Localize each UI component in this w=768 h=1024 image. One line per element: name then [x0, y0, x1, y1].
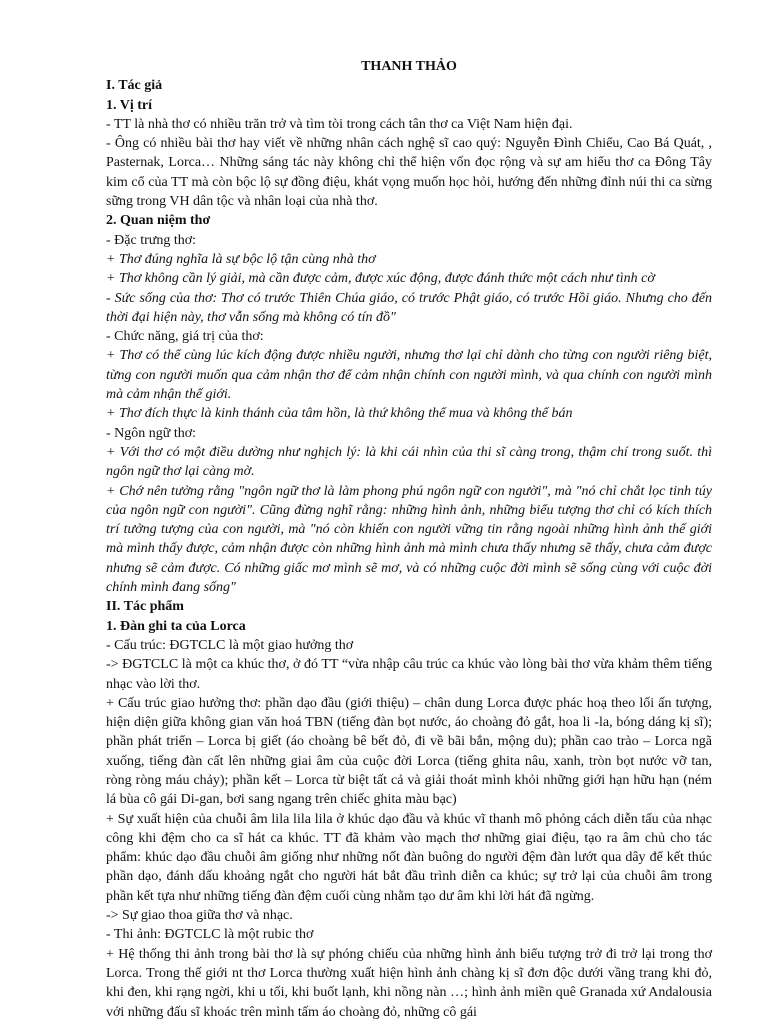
paragraph: - TT là nhà thơ có nhiều trăn trở và tìm tòi trong cách tân thơ ca Việt Nam hiện đại. — [106, 116, 573, 132]
paragraph: -> ĐGTCLC là một ca khúc thơ, ở đó TT “vừa nhập câu trúc ca khúc vào lòng bài thơ vừa khảm thêm tiếng nhạc vào lời thơ. — [106, 657, 712, 692]
paragraph: - Ngôn ngữ thơ: — [106, 425, 197, 441]
section-heading: I. Tác giả — [106, 78, 163, 94]
paragraph: + Với thơ có một điều dường như nghịch lý: là khi cái nhìn của thi sĩ càng trong, thậm chí trong suốt. thì ngôn ngữ thơ lại càng mờ. — [106, 444, 712, 480]
section-heading: II. Tác phẩm — [106, 599, 184, 615]
paragraph: + Thơ không cần lý giải, mà cần được cảm, được xúc động, được đánh thức một cách như tình cờ — [106, 271, 655, 287]
paragraph: - Chức năng, giá trị của thơ: — [106, 329, 264, 345]
paragraph: - Sức sống của thơ: Thơ có trước Thiên Chúa giáo, có trước Phật giáo, có trước Hồi giáo. Nhưng cho đến thời đại hiện này, thơ vẫn sống mà không có tín đồ" — [106, 290, 712, 325]
paragraph: -> Sự giao thoa giữa thơ và nhạc. — [106, 908, 293, 924]
paragraph: + Sự xuất hiện của chuỗi âm lila lila lila ở khúc dạo đầu và khúc vĩ thanh mô phỏng cách diễn tấu của nhạc công khi đệm cho ca sĩ hát ca khúc. TT đã khảm vào mạch thơ những giai điệu, tạo ra âm chủ cho tác phẩm: khúc dạo đầu chuỗi âm giống như những nốt đàn buông do người đệm đàn lướt qua dây để kết thúc phần dạo, đánh dấu khoảng ngắt cho người hát bắt đầu trình diễn ca khúc; sự trở lại của chuỗi âm trong phần kết tựa như những tiếng đàn đệm cuối cùng nhằm tạo dư âm khi lời hát đã ngừng. — [106, 811, 712, 904]
paragraph: + Thơ đúng nghĩa là sự bộc lộ tận cùng nhà thơ — [106, 251, 376, 267]
paragraph: - Thi ảnh: ĐGTCLC là một rubic thơ — [106, 927, 314, 943]
paragraph: + Thơ đích thực là kinh thánh của tâm hồn, là thứ không thể mua và không thể bán — [106, 406, 573, 422]
paragraph: - Đặc trưng thơ: — [106, 232, 197, 248]
paragraph: - Cấu trúc: ĐGTCLC là một giao hưởng thơ — [106, 637, 354, 653]
section-heading: 1. Đàn ghi ta của Lorca — [106, 618, 246, 634]
section-heading: 2. Quan niệm thơ — [106, 213, 211, 229]
paragraph: + Thơ có thể cùng lúc kích động được nhiều người, nhưng thơ lại chỉ dành cho từng con người riêng biệt, từng con người muốn qua cảm nhận thơ để cảm nhận chính con người mình, và qua chính con người mình mà cảm nhận thế giới. — [106, 348, 712, 403]
paragraph: + Hệ thống thi ảnh trong bài thơ là sự phóng chiếu của những hình ảnh biểu tượng trở đi trở lại trong thơ Lorca. Trong thế giới nt thơ Lorca thường xuất hiện hình ảnh chàng kị sĩ đơn độc dưới vầng trang khi đỏ, khi đen, khi rạng ngời, khi u tối, khi buốt lạnh, khi nồng nàn …; hình ảnh miền quê Granada xứ Andalousia với những đấu sĩ khoác trên mình tấm áo choàng đỏ, những cô gái — [106, 946, 712, 1020]
section-heading: 1. Vị trí — [106, 97, 153, 113]
paragraph: + Cấu trúc giao hưởng thơ: phần dạo đầu (giới thiệu) – chân dung Lorca được phác hoạ theo lối ấn tượng, hiện diện giữa không gian văn hoá TBN (tiếng đàn bọt nước, áo choàng đỏ gắt, hoa li -la, bóng dáng kị sĩ); phần phát triển – Lorca bị giết (áo choàng bê bết đỏ, đi về bãi bắn, mộng du); phần cao trào – Lorca ngã xuống, tiếng đàn cất lên những giai âm của cuộc đời Lorca (tiếng ghita nâu, xanh, tròn bọt nước vỡ tan, ròng ròng máu chảy); phần kết – Lorca từ biệt tất cả và giải thoát mình khỏi những giới hạn hữu hạn (ném lá bùa cô gái Di-gan, bơi sang ngang trên chiếc ghita màu bạc) — [106, 695, 712, 808]
document-body — [106, 76, 712, 1022]
paragraph: + Chớ nên tưởng rằng "ngôn ngữ thơ là làm phong phú ngôn ngữ con người", mà "nó chỉ chắt lọc tinh túy của ngôn ngữ con người". Cũng đừng nghĩ rằng: những hình ảnh, những biểu tượng thơ chỉ có kích thích trí tưởng tượng của con người, mà "nó còn khiến con người vững tin rằng ngoài những hình ảnh thế giới mà mình thấy được, cảm nhận được còn những hình ảnh mà mình chưa thấy nhưng sẽ thấy, chưa cảm được nhưng sẽ cảm được. Có những giấc mơ mình sẽ mơ, và có những cuộc đời mình sẽ sống cùng với cuộc đời chính mình đang sống" — [106, 483, 712, 596]
paragraph: - Ông có nhiều bài thơ hay viết về những nhân cách nghệ sĩ cao quý: Nguyễn Đình Chiểu, Cao Bá Quát, , Pasternak, Lorca… Những sáng tác này không chỉ thể hiện vốn đọc rộng và sự am hiểu thơ ca Đông Tây kim cổ của TT mà còn bộc lộ sự đồng điệu, khát vọng muốn học hỏi, hướng đến những đỉnh núi thi ca sừng sững trong VH dân tộc và nhân loại của nhà thơ. — [106, 136, 712, 210]
page-title: THANH THẢO — [361, 59, 457, 74]
